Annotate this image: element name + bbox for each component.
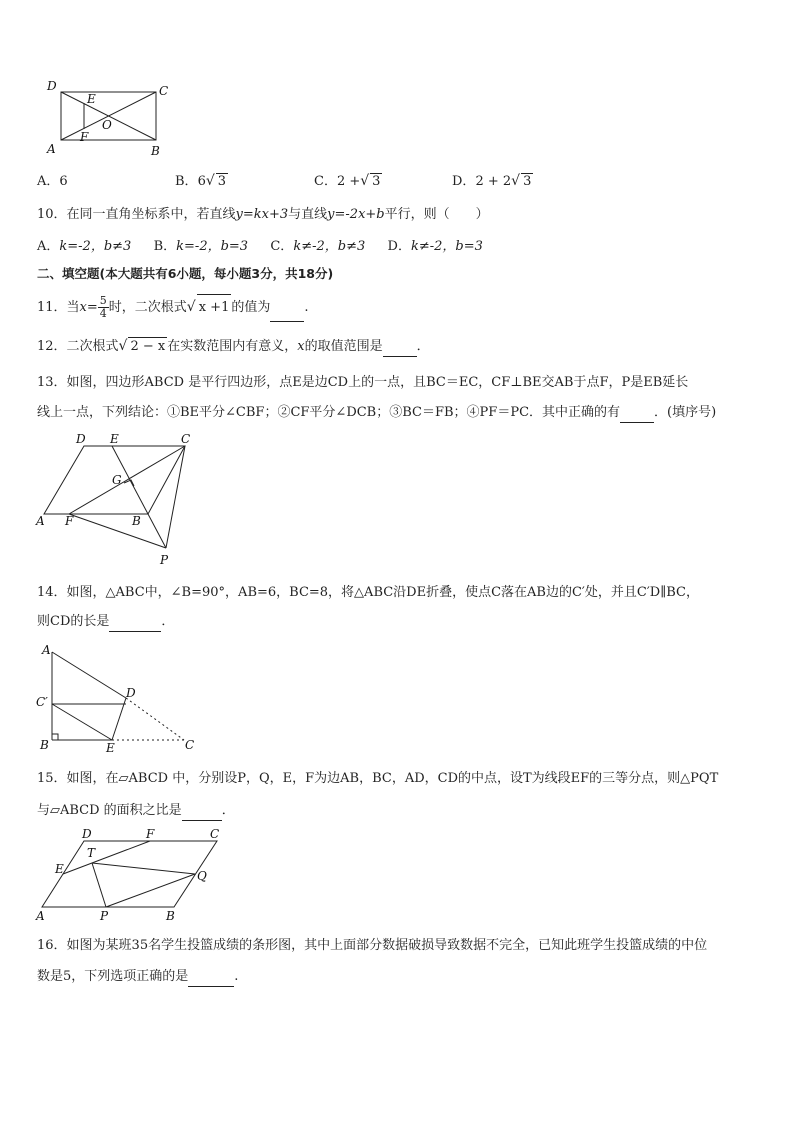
q10-option-c: C．k≠-2，b≠3 <box>270 239 366 254</box>
q16-answer-blank[interactable] <box>188 968 234 987</box>
q14-answer-blank[interactable] <box>109 613 161 632</box>
q13-label-E: E <box>110 432 119 446</box>
q12-answer-blank[interactable] <box>383 338 417 357</box>
q13-line2: 线上一点，下列结论：①BE平分∠CBF；②CF平分∠DCB；③BC＝FB；④PF＝PC．其中正确的有 ．(填序号) <box>37 404 716 423</box>
q14-label-D: D <box>126 686 136 700</box>
q15-answer-blank[interactable] <box>182 802 222 821</box>
q11-answer-blank[interactable] <box>270 295 304 322</box>
q14-label-C-prime: C′ <box>36 695 48 709</box>
q9-label-C: C <box>159 84 169 98</box>
q14-label-B: B <box>40 738 49 752</box>
section-heading: 二、填空题(本大题共有6小题，每小题3分，共18分) <box>37 266 334 281</box>
q15-label-A: A <box>36 909 45 923</box>
q13-answer-blank[interactable] <box>620 404 654 423</box>
q9-label-O: O <box>102 118 112 132</box>
q10-option-d: D．k≠-2，b=3 <box>387 239 483 254</box>
q13-label-C: C <box>181 432 191 446</box>
q13-label-P: P <box>160 553 169 567</box>
q16-line1: 16．如图为某班35名学生投篮成绩的条形图，其中上面部分数据破损导致数据不完全，已知此班学生投篮成绩的中位 <box>37 938 708 953</box>
q13-label-A: A <box>36 514 45 528</box>
q10-option-a: A．k=-2，b≠3 <box>37 239 132 254</box>
q14-label-C: C <box>185 738 195 752</box>
q12-stem: 12．二次根式√ 2 − x 在实数范围内有意义，x的取值范围是 ． <box>37 337 430 357</box>
q10-stem: 10．在同一直角坐标系中，若直线y=kx+3与直线y=-2x+b平行，则（ ） <box>37 207 489 222</box>
q15-label-P: P <box>100 909 109 923</box>
q11-stem: 11．当x= $\frac{5}{4}$ 时，二次根式√ x +1 的值为 . <box>37 294 309 320</box>
q14-line2: 则CD的长是 ． <box>37 613 174 632</box>
q13-label-D: D <box>76 432 86 446</box>
q14-figure <box>34 640 204 755</box>
q10-options <box>37 238 483 256</box>
q13-label-G: G <box>112 473 122 487</box>
q15-label-T: T <box>87 846 96 860</box>
q15-label-B: B <box>166 909 175 923</box>
q10-option-b: B．k=-2，b=3 <box>153 239 249 254</box>
q9-option-c: C．2 +√ 3 <box>314 173 381 189</box>
q15-label-D: D <box>82 827 92 841</box>
q13-line1: 13．如图，四边形ABCD 是平行四边形，点E是边CD上的一点，且BC＝EC，CF⊥BE交AB于点F，P是EB延长 <box>37 375 689 390</box>
q13-figure <box>30 430 205 570</box>
q9-option-d: D．2 + 2√ 3 <box>452 173 532 189</box>
q14-label-A: A <box>42 643 51 657</box>
q9-label-B: B <box>151 144 160 157</box>
q13-label-F: F <box>65 514 74 528</box>
q9-option-b: B．6√ 3 <box>175 173 227 189</box>
q9-option-a: A．6 <box>37 174 68 189</box>
q14-line1: 14．如图，△ABC中，∠B=90°，AB=6，BC=8，将△ABC沿DE折叠，使点C落在AB边的C′处，并且C′D∥BC， <box>37 585 699 600</box>
q15-line2: 与▱ABCD 的面积之比是 ． <box>37 802 235 821</box>
q15-figure <box>32 825 227 925</box>
q13-label-B: B <box>132 514 141 528</box>
q15-label-C: C <box>210 827 220 841</box>
q16-line2: 数是5，下列选项正确的是 . <box>37 968 238 987</box>
q9-label-E: E <box>87 92 96 106</box>
q15-label-Q: Q <box>197 869 207 883</box>
q9-label-D: D <box>47 79 57 93</box>
q9-label-A: A <box>47 142 56 156</box>
q9-label-F: F <box>80 130 89 144</box>
q15-label-F: F <box>146 827 155 841</box>
q15-label-E: E <box>55 862 64 876</box>
q15-line1: 15．如图，在▱ABCD 中，分别设P，Q，E，F为边AB，BC，AD，CD的中点，设T为线段EF的三等分点，则△PQT <box>37 771 719 786</box>
q9-figure <box>40 75 175 157</box>
q11-fraction: $\frac{5}{4}$ <box>99 294 107 320</box>
q14-label-E: E <box>106 741 115 755</box>
